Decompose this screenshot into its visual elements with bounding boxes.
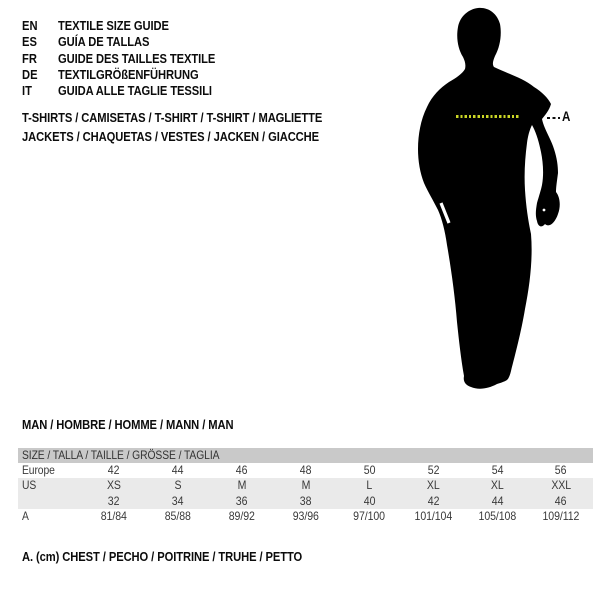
language-row xyxy=(22,83,241,99)
category-tshirts: T-SHIRTS / CAMISETAS / T-SHIRT / T-SHIRT / MAGLIETTE xyxy=(22,110,323,125)
cell-value: 50 xyxy=(363,462,376,477)
cell-value: S xyxy=(174,478,182,492)
cell-value: XXL xyxy=(551,478,571,492)
language-row xyxy=(22,18,241,34)
cell-value: 54 xyxy=(491,462,503,477)
table-cell xyxy=(465,463,529,479)
table-cell xyxy=(529,509,593,525)
cell-value: L xyxy=(366,478,373,492)
table-cell xyxy=(274,509,338,525)
table-cell xyxy=(82,509,146,525)
table-cell xyxy=(274,494,338,510)
cell-value: 48 xyxy=(299,462,312,477)
cell-value: 105/108 xyxy=(478,509,516,523)
cell-value: 97/100 xyxy=(353,509,386,523)
language-code: FR xyxy=(22,50,37,66)
table-cell xyxy=(146,509,210,525)
table-cell xyxy=(210,509,274,525)
table-cell xyxy=(210,478,274,494)
language-title: TEXTILGRÖßENFÜHRUNG xyxy=(58,66,199,82)
table-cell xyxy=(146,478,210,494)
table-cell xyxy=(338,478,402,494)
table-cell xyxy=(210,494,274,510)
table-cell xyxy=(465,509,529,525)
language-row xyxy=(22,67,241,83)
row-label xyxy=(18,494,82,510)
cell-value: 42 xyxy=(427,493,440,508)
language-code: DE xyxy=(22,66,38,82)
language-list xyxy=(22,18,241,99)
language-title: GUIDA ALLE TAGLIE TESSILI xyxy=(58,83,212,99)
silhouette-hand-gap-detail xyxy=(543,209,546,212)
language-row xyxy=(22,51,241,67)
table-cell xyxy=(529,494,593,510)
row-label: US xyxy=(22,478,37,492)
cell-value: 56 xyxy=(555,462,567,477)
cell-value: 101/104 xyxy=(414,509,453,523)
cell-value: 93/96 xyxy=(292,509,319,523)
cell-value: 42 xyxy=(108,462,120,477)
row-label: A xyxy=(22,509,29,523)
table-cell xyxy=(401,478,465,494)
table-row-europe xyxy=(18,463,593,479)
cell-value: 34 xyxy=(172,493,184,508)
cell-value: 46 xyxy=(555,493,567,508)
table-cell xyxy=(529,478,593,494)
table-cell xyxy=(274,463,338,479)
table-cell xyxy=(274,478,338,494)
size-table-header xyxy=(18,448,593,463)
language-code: ES xyxy=(22,34,37,50)
table-cell xyxy=(338,463,402,479)
cell-value: 85/88 xyxy=(164,509,191,523)
table-cell xyxy=(146,494,210,510)
language-title: GUIDE DES TAILLES TEXTILE xyxy=(58,50,216,66)
cell-value: M xyxy=(237,478,247,492)
table-cell xyxy=(465,478,529,494)
table-cell xyxy=(338,494,402,510)
man-silhouette-path xyxy=(418,8,560,389)
table-cell xyxy=(401,509,465,525)
cell-value: 36 xyxy=(235,493,248,508)
cell-value: 40 xyxy=(363,493,376,508)
row-label: Europe xyxy=(22,462,55,477)
table-cell xyxy=(146,463,210,479)
table-cell xyxy=(401,494,465,510)
table-row-us xyxy=(18,478,593,494)
footnote-chest: A. (cm) CHEST / PECHO / POITRINE / TRUHE / PETTO xyxy=(22,549,303,564)
cell-value: 109/112 xyxy=(542,509,580,523)
cell-value: XS xyxy=(106,478,121,492)
category-jackets: JACKETS / CHAQUETAS / VESTES / JACKEN / GIACCHE xyxy=(22,129,320,144)
cell-value: M xyxy=(301,478,310,492)
table-cell xyxy=(82,494,146,510)
measurement-label-a: A xyxy=(562,109,571,124)
language-title: GUÍA DE TALLAS xyxy=(58,34,150,50)
section-title-man: MAN / HOMBRE / HOMME / MANN / MAN xyxy=(22,417,234,432)
category-list xyxy=(22,108,371,146)
cell-value: 44 xyxy=(491,493,503,508)
table-cell xyxy=(82,463,146,479)
table-cell xyxy=(82,478,146,494)
cell-value: 89/92 xyxy=(228,509,255,523)
table-cell xyxy=(465,494,529,510)
language-row xyxy=(22,34,241,50)
cell-value: 52 xyxy=(427,462,440,477)
cell-value: 38 xyxy=(299,493,312,508)
cell-value: 32 xyxy=(108,493,120,508)
table-row-numeric xyxy=(18,494,593,510)
table-cell xyxy=(338,509,402,525)
man-silhouette-figure xyxy=(385,4,600,400)
table-row-a xyxy=(18,509,593,525)
table-cell xyxy=(401,463,465,479)
cell-value: 46 xyxy=(235,462,248,477)
cell-value: 81/84 xyxy=(100,509,127,523)
table-cell xyxy=(529,463,593,479)
table-cell xyxy=(210,463,274,479)
cell-value: XL xyxy=(426,478,440,492)
language-code: EN xyxy=(22,18,38,33)
chest-measurement-line xyxy=(456,115,519,118)
language-title: TEXTILE SIZE GUIDE xyxy=(58,18,169,33)
cell-value: XL xyxy=(490,478,504,492)
size-table-header-label: SIZE / TALLA / TAILLE / GRÖSSE / TAGLIA xyxy=(22,448,220,462)
size-table xyxy=(18,448,593,525)
measurement-leader-dashes xyxy=(547,117,560,119)
language-code: IT xyxy=(22,83,32,99)
cell-value: 44 xyxy=(172,462,184,477)
